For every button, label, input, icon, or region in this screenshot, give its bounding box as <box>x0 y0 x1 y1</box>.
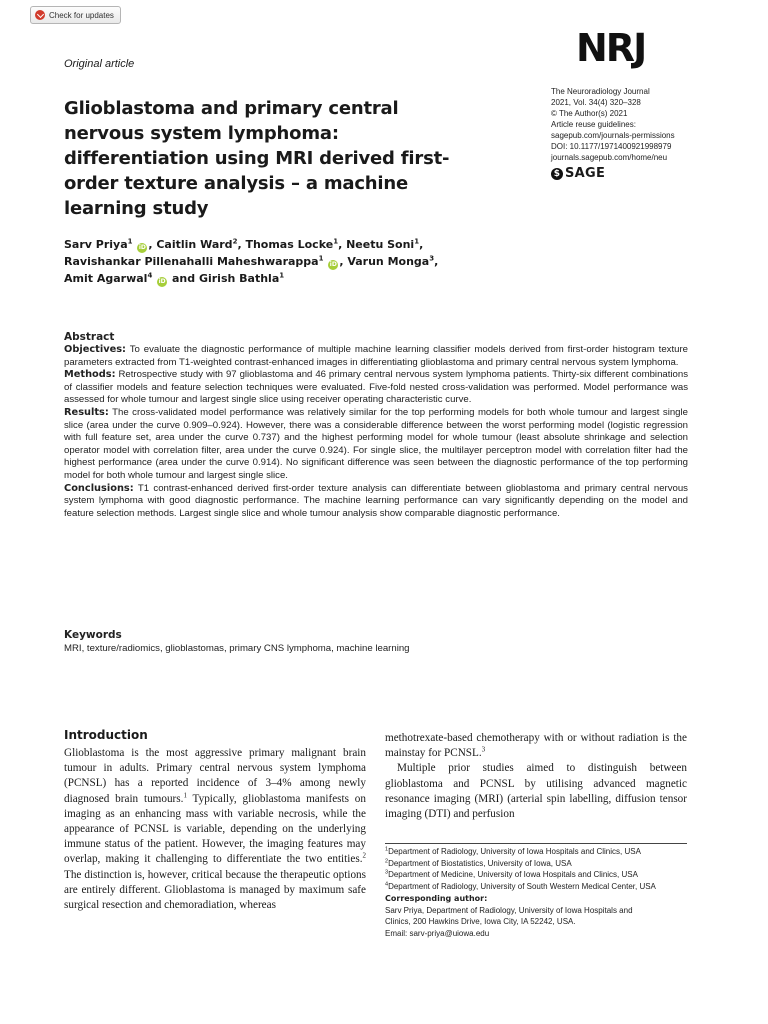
abstract-heading: Abstract <box>64 331 115 343</box>
affiliation-number: 4 <box>385 880 389 887</box>
author-affiliation: 2 <box>232 237 238 246</box>
body-text: methotrexate-based chemotherapy with or without radiation is the mainstay for PCNSL. <box>385 732 687 760</box>
author-name: Amit Agarwal <box>64 272 148 285</box>
corresponding-author-line: Clinics, 200 Hawkins Drive, Iowa City, IA 52242, USA. <box>385 917 576 926</box>
check-for-updates-label: Check for updates <box>49 10 114 20</box>
citation-link[interactable]: 1 <box>183 790 187 799</box>
author-affiliation: 1 <box>279 271 285 280</box>
author-affiliation: 3 <box>429 254 435 263</box>
journal-copyright: © The Author(s) 2021 <box>551 109 628 118</box>
keywords-heading: Keywords <box>64 629 122 641</box>
citation-link[interactable]: 3 <box>481 745 486 754</box>
body-text: Glioblastoma is the most aggressive primary malignant brain tumour in adults. Primary central nervous system lymphoma (PCNSL) has a reported incidence of 3–4% among newly diagnosed brain tumours. <box>64 747 366 805</box>
affiliation-number: 3 <box>385 869 389 876</box>
journal-volume: 2021, Vol. 34(4) 320–328 <box>551 98 641 107</box>
journal-home-link[interactable]: journals.sagepub.com/home/neu <box>551 153 668 162</box>
author-affiliation: 1 <box>333 237 339 246</box>
affiliation-text: Department of Biostatistics, University of Iowa, USA <box>388 858 572 868</box>
section-label: Methods: <box>64 369 116 381</box>
body-paragraph: Multiple prior studies aimed to distinguish between glioblastoma and PCNSL by utilising advanced magnetic resonance imaging (MRI) (arterial spin labelling, diffusion tensor imaging (DTI) and perfusion <box>385 762 687 821</box>
orcid-icon[interactable]: iD <box>138 244 146 251</box>
keywords <box>64 628 688 655</box>
footnotes <box>385 846 690 939</box>
orcid-icon[interactable]: iD <box>329 261 337 268</box>
body-text: The distinction is, however, critical because the therapeutic options are entirely different. Glioblastoma is managed by maximum safe surgical resection and chemoradiation, whereas <box>64 868 366 912</box>
section-label: Objectives: <box>64 344 126 355</box>
publisher-logo <box>551 166 605 181</box>
footnote-divider <box>385 843 687 844</box>
journal-name: The Neuroradiology Journal <box>551 87 650 96</box>
section-label: Conclusions: <box>64 482 134 494</box>
publisher-name: SAGE <box>565 166 606 181</box>
author-affiliation: 1 <box>318 254 324 263</box>
journal-permissions-link[interactable]: sagepub.com/journals-permissions <box>551 131 675 140</box>
corresponding-author-heading: Corresponding author: <box>385 894 488 903</box>
author-name: Neetu Soni <box>346 238 415 251</box>
affiliation-item <box>385 881 690 893</box>
journal-logo: NRJ <box>576 26 646 70</box>
author-affiliation: 1 <box>414 237 420 246</box>
section-text: T1 contrast-enhanced derived first-order texture analysis can differentiate between glioblastoma and primary central nervous system lymphoma with good diagnostic performance. The machine learning performance can vary significantly depending on the model and feature selection methods. Largest single slice and whole tumour analysis show comparable diagnostic performance. <box>64 482 688 519</box>
introduction-right-column <box>385 731 687 822</box>
affiliation-item <box>385 858 690 870</box>
section-text: Retrospective study with 97 glioblastoma and 46 primary central nervous system lymphoma patients. Thirty-six different combinations of classifier models and feature selection techniques were evaluated. Five-fold nested cross-validation was performed. Model performance was assessed for whole tumour and largest single slice using receiver operating characteristic curve. <box>64 369 689 406</box>
section-text: To evaluate the diagnostic performance of multiple machine learning classifier models derived from first-order histogram texture parameters extracted from T1-weighted contrast-enhanced images in differentiating glioblastoma and primary central nervous system lymphoma. <box>64 344 688 368</box>
journal-reuse: Article reuse guidelines: <box>551 120 636 129</box>
author-name: Ravishankar Pillenahalli Maheshwarappa <box>64 255 319 268</box>
affiliation-item <box>385 846 690 858</box>
corresponding-author-line: Sarv Priya, Department of Radiology, University of Iowa Hospitals and <box>385 905 633 915</box>
section-text: The cross-validated model performance was relatively similar for the top performing models for both whole tumour and largest single slice (area under the curve 0.909–0.924). However, there was a considerable difference between the worst performing model (logistic regression with full feature set, area under the curve 0.737) and the highest performing model for whole tumour (least absolute shrinkage and selection operator model with correlation filter, area under the curve 0.924). For single slice, the multilayer perceptron model with correlation filter had the highest performance (area under the curve 0.914). No significant difference was seen between the diagnostic performance of the top performing model for both whole tumour and largest single slice. <box>64 406 688 481</box>
abstract-conclusions <box>64 483 688 521</box>
author-affiliation: 4 <box>147 271 153 280</box>
sage-icon: $ <box>551 168 563 180</box>
affiliation-number: 1 <box>385 846 389 853</box>
affiliation-text: Department of Radiology, University of Iowa Hospitals and Clinics, USA <box>388 847 641 856</box>
abstract-methods <box>64 369 688 407</box>
orcid-icon[interactable]: iD <box>158 278 166 285</box>
author-name: Thomas Locke <box>245 238 334 251</box>
author-name: Varun Monga <box>347 255 430 268</box>
check-for-updates-button[interactable] <box>30 6 121 24</box>
abstract-results <box>64 407 688 483</box>
journal-meta <box>551 86 731 163</box>
author-name: Girish Bathla <box>198 272 280 285</box>
keywords-list: MRI, texture/radiomics, glioblastomas, primary CNS lymphoma, machine learning <box>64 643 410 654</box>
section-label: Results: <box>64 406 109 418</box>
author-name: Sarv Priya <box>64 238 128 251</box>
corresponding-author-email[interactable]: Email: sarv-priya@uiowa.edu <box>385 928 490 938</box>
journal-doi[interactable]: DOI: 10.1177/1971400921998979 <box>551 142 672 151</box>
article-title: Glioblastoma and primary central nervous system lymphoma: differentiation using MRI derived first-order texture analysis – a machine learning study <box>64 98 450 219</box>
check-updates-icon <box>35 10 45 20</box>
introduction-paragraph <box>64 746 366 913</box>
citation-link[interactable]: 2 <box>362 851 366 860</box>
author-affiliation: 1 <box>127 237 133 246</box>
author-name: Caitlin Ward <box>156 238 233 251</box>
abstract-objectives <box>64 344 688 369</box>
abstract <box>64 330 688 520</box>
affiliation-text: Department of Medicine, University of Iowa Hospitals and Clinics, USA <box>388 870 638 879</box>
body-text: Typically, glioblastoma manifests on imaging as an enhancing mass with variable necrosis, while the appearance of PCNSL is variable, depending on the underlying immune status of the patient. However, the imaging features may overlap, making it challenging to differentiate the two entities. <box>64 792 366 866</box>
body-paragraph <box>385 731 687 761</box>
introduction-heading: Introduction <box>64 728 148 742</box>
affiliation-text: Department of Radiology, University of South Western Medical Center, USA <box>388 881 656 891</box>
article-type: Original article <box>64 58 135 70</box>
author-list: Sarv Priya$^1$ iD , Caitlin Ward$^2$, Thomas Locke$^1$, Neetu Soni$^1$, Ravishankar Pillenahalli Maheshwarappa$^1$ iD , Varun Monga$^3$, Amit Agarwal$^4$ iD and Girish Bathla$^1$ <box>64 237 439 285</box>
introduction-left-column <box>64 727 366 913</box>
affiliation-item <box>385 869 690 881</box>
affiliation-number: 2 <box>385 857 389 864</box>
